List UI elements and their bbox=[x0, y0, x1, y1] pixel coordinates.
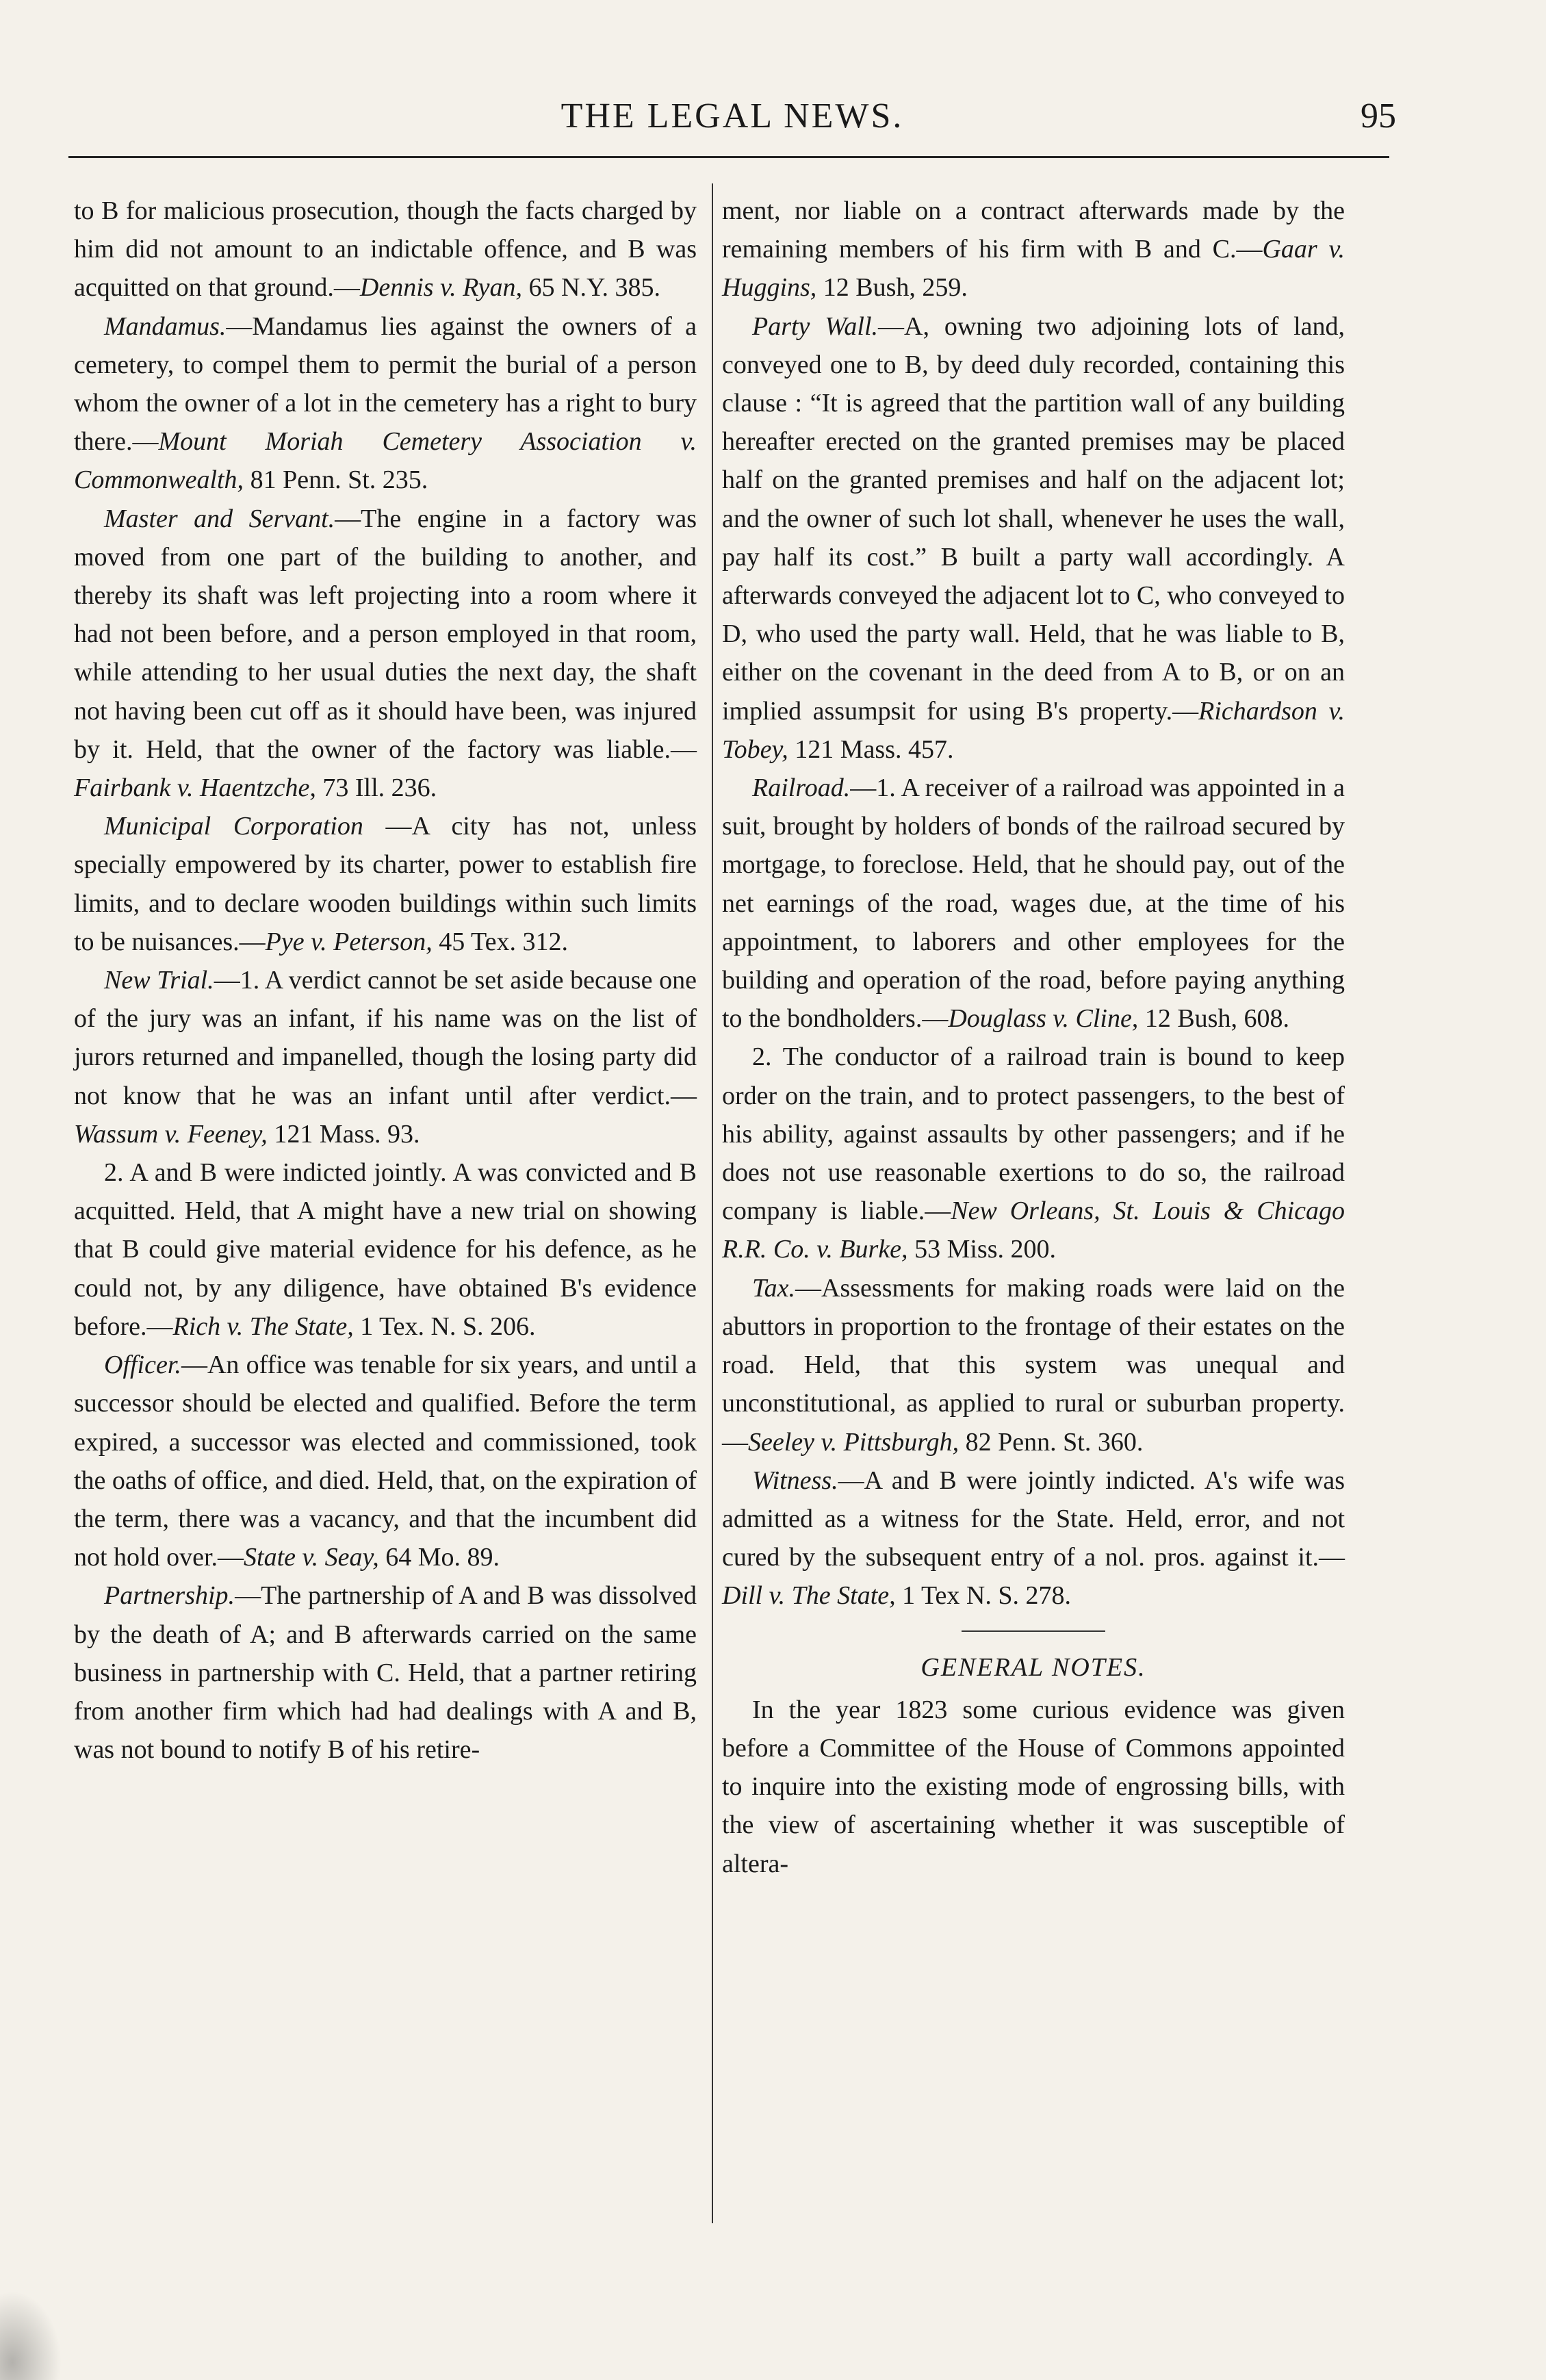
digest-text: —A city has not, unless specially empowered by its charter, power to establish fire limits, and to declare wooden buildings within such limits to be nuisances.— bbox=[74, 812, 697, 956]
right-column-entries bbox=[722, 192, 1345, 1615]
reporter-reference: 64 Mo. 89. bbox=[378, 1543, 500, 1572]
left-entry-paragraph bbox=[74, 307, 697, 500]
left-entry-paragraph bbox=[74, 500, 697, 808]
section-rule bbox=[962, 1630, 1105, 1632]
reporter-reference: 65 N.Y. 385. bbox=[522, 273, 661, 303]
digest-text: —Assessments for making roads were laid on the abuttors in proportion to the frontage of their estates on the road. Held, that this system was unequal and unconstitutional, as applied to rural or suburban property.— bbox=[722, 1273, 1345, 1457]
right-entry-paragraph bbox=[722, 1461, 1345, 1615]
case-citation: Wassum v. Feeney, bbox=[74, 1119, 268, 1149]
case-citation: State v. Seay, bbox=[244, 1543, 379, 1572]
digest-text: —A, owning two adjoining lots of land, conveyed one to B, by deed duly recorded, containing this clause : “It is agreed that the partition wall of any building hereafter erected on the granted premises may be placed half on the granted premises and half on the adjacent lot; and the owner of such lot shall, whenever he uses the wall, pay half its cost.” B built a party wall accordingly. A afterwards conveyed the adjacent lot to C, who conveyed to D, who used the party wall. Held, that he was liable to B, either on the covenant in the deed from A to B, or on an implied assumpsit for using B's property.— bbox=[722, 311, 1345, 726]
right-column bbox=[722, 192, 1345, 1883]
digest-text: —An office was tenable for six years, and until a successor should be elected and qualified. Before the term expired, a successor was elected and commissioned, took the oaths of office, and died. Held, that, on the expiration of the term, there was a vacancy, and that the incumbent did not hold over.— bbox=[74, 1351, 697, 1572]
left-column bbox=[74, 192, 697, 1769]
digest-heading: New Trial. bbox=[104, 966, 214, 995]
reporter-reference: 53 Miss. 200. bbox=[907, 1235, 1056, 1264]
reporter-reference: 82 Penn. St. 360. bbox=[959, 1427, 1144, 1457]
right-entry-paragraph bbox=[722, 1038, 1345, 1268]
digest-heading: Officer. bbox=[104, 1351, 181, 1380]
case-citation: Seeley v. Pittsburgh, bbox=[748, 1427, 959, 1457]
digest-heading: Municipal Corporation bbox=[104, 812, 363, 841]
case-citation: Fairbank v. Haentzche, bbox=[74, 773, 316, 803]
digest-text: —1. A verdict cannot be set aside because one of the jury was an infant, if his name was on the list of jurors returned and impanelled, though the losing party did not know that he was an infant until after verdict.— bbox=[74, 966, 697, 1110]
page-smudge bbox=[0, 2291, 62, 2380]
digest-text: —A and B were jointly indicted. A's wife was admitted as a witness for the State. Held, error, and not cured by the subsequent entry of a nol. pros. against it.— bbox=[722, 1466, 1345, 1572]
digest-heading: Party Wall. bbox=[752, 311, 879, 341]
page-number: 95 bbox=[1361, 97, 1396, 136]
general-notes-heading: GENERAL NOTES. bbox=[920, 1652, 1146, 1682]
digest-text: ment, nor liable on a contract afterwards made by the remaining members of his firm with B and C.— bbox=[722, 196, 1345, 264]
running-title: THE LEGAL NEWS. bbox=[561, 97, 904, 136]
digest-heading: Mandamus. bbox=[104, 311, 227, 341]
column-divider bbox=[712, 183, 713, 2223]
digest-text: —1. A receiver of a railroad was appointed in a suit, brought by holders of bonds of the railroad secured by mortgage, to foreclose. Held, that he should pay, out of the net earnings of the road, wages due, at the time of his appointment, to laborers and other employees for the building and operation of the road, before paying anything to the bondholders.— bbox=[722, 773, 1345, 1034]
reporter-reference: 1 Tex. N. S. 206. bbox=[353, 1311, 536, 1341]
case-citation: Pye v. Peterson, bbox=[265, 927, 433, 956]
case-citation: Rich v. The State, bbox=[172, 1311, 354, 1341]
general-notes-paragraph: In the year 1823 some curious evidence was given before a Committee of the House of Commons appointed to inquire into the existing mode of engrossing bills, with the view of ascertaining whether it was susceptible of altera- bbox=[722, 1695, 1345, 1878]
case-citation: Douglass v. Cline, bbox=[948, 1004, 1139, 1034]
case-citation: Mount Moriah Cemetery Association v. Commonwealth, bbox=[74, 427, 697, 495]
reporter-reference: 12 Bush, 608. bbox=[1138, 1004, 1289, 1034]
running-head bbox=[68, 82, 1396, 144]
reporter-reference: 73 Ill. 236. bbox=[315, 773, 437, 803]
right-entry-paragraph bbox=[722, 769, 1345, 1038]
case-citation: Gaar v. Huggins, bbox=[722, 235, 1345, 303]
digest-text: 2. The conductor of a railroad train is bound to keep order on the train, and to protect passengers, to the best of his ability, against assaults by other passengers; and if he does not use reasonable exertions to do so, the railroad company is liable.— bbox=[722, 1042, 1345, 1226]
left-entry-paragraph bbox=[74, 961, 697, 1153]
digest-heading: Partnership. bbox=[104, 1581, 235, 1611]
digest-text: to B for malicious prosecution, though the facts charged by him did not amount to an indictable offence, and B was acquitted on that ground.— bbox=[74, 196, 697, 303]
case-citation: New Orleans, St. Louis & Chicago R.R. Co. v. Burke, bbox=[722, 1197, 1345, 1264]
digest-heading: Master and Servant. bbox=[104, 504, 335, 533]
reporter-reference: 12 Bush, 259. bbox=[816, 273, 968, 303]
reporter-reference: 45 Tex. 312. bbox=[432, 927, 568, 956]
right-entry-paragraph bbox=[722, 307, 1345, 769]
right-entry-paragraph bbox=[722, 192, 1345, 307]
case-citation: Dill v. The State, bbox=[722, 1581, 896, 1611]
digest-text: —The partnership of A and B was dissolved by the death of A; and B afterwards carried on the same business in partnership with C. Held, that a partner retiring from another firm which had had dealings with A and B, was not bound to notify B of his retire- bbox=[74, 1581, 697, 1765]
case-citation: Richardson v. Tobey, bbox=[722, 696, 1345, 764]
case-citation: Dennis v. Ryan, bbox=[359, 273, 523, 303]
digest-text: —Mandamus lies against the owners of a cemetery, to compel them to permit the burial of a person whom the owner of a lot in the cemetery has a right to bury there.— bbox=[74, 311, 697, 457]
reporter-reference: 1 Tex N. S. 278. bbox=[895, 1581, 1071, 1611]
right-entry-paragraph bbox=[722, 1269, 1345, 1461]
left-entry-paragraph bbox=[74, 1153, 697, 1346]
left-entry-paragraph bbox=[74, 807, 697, 961]
digest-heading: Railroad. bbox=[752, 773, 851, 803]
left-entry-paragraph bbox=[74, 1576, 697, 1769]
digest-text: 2. A and B were indicted jointly. A was convicted and B acquitted. Held, that A might have a new trial on showing that B could give material evidence for his defence, as he could not, by any diligence, have obtained B's evidence before.— bbox=[74, 1158, 697, 1341]
header-rule bbox=[68, 156, 1389, 158]
digest-heading: Witness. bbox=[752, 1466, 838, 1495]
reporter-reference: 81 Penn. St. 235. bbox=[244, 465, 428, 495]
digest-text: —The engine in a factory was moved from one part of the building to another, and thereby its shaft was left projecting into a room where it had not been before, and a person employed in that room, while attending to her usual duties the next day, the shaft not having been cut off as it should have been, was injured by it. Held, that the owner of the factory was liable.— bbox=[74, 504, 697, 764]
left-entry-paragraph bbox=[74, 192, 697, 307]
left-entry-paragraph bbox=[74, 1346, 697, 1576]
reporter-reference: 121 Mass. 457. bbox=[788, 734, 954, 764]
digest-heading: Tax. bbox=[752, 1273, 796, 1303]
reporter-reference: 121 Mass. 93. bbox=[267, 1119, 420, 1149]
